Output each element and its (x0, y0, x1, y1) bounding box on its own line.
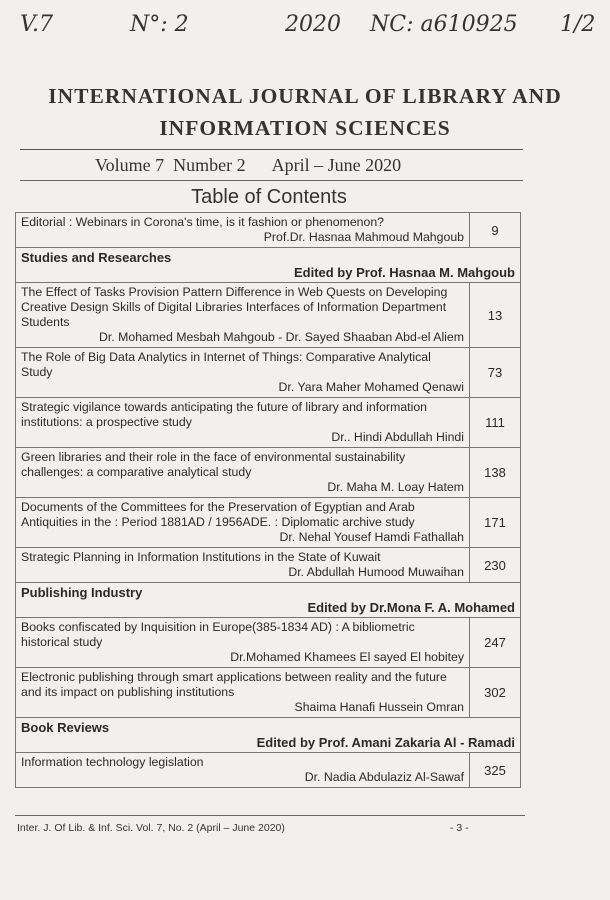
article-authors: Shaima Hanafi Hussein Omran (294, 700, 464, 714)
toc-row[interactable] (16, 753, 521, 788)
toc-page-number: 73 (470, 348, 521, 398)
toc-page-number: 111 (470, 398, 521, 448)
toc-row[interactable] (16, 548, 521, 583)
volume-issue-line: Volume 7 Number 2 April – June 2020 (95, 155, 402, 175)
toc-page-number: 325 (470, 753, 521, 788)
toc-page-number: 138 (470, 448, 521, 498)
article-authors: Dr. Nehal Yousef Hamdi Fathallah (279, 530, 464, 544)
handwritten-volume-note: V.7 (20, 12, 54, 37)
handwritten-copy-note: 1/2 (560, 12, 596, 37)
toc-entry-cell (16, 348, 470, 398)
toc-page-number: 13 (470, 283, 521, 348)
toc-page-number: 171 (470, 498, 521, 548)
article-authors: Dr. Mohamed Mesbah Mahgoub - Dr. Sayed Shaaban Abd-el Aliem (98, 330, 464, 344)
footer-divider (15, 815, 525, 816)
section-header-cell (16, 248, 521, 283)
article-title: Strategic vigilance towards anticipating the future of library and information institutions: a prospective study (21, 400, 428, 429)
toc-page-number: 302 (470, 668, 521, 718)
article-title: Electronic publishing through smart applications between reality and the future and its impact on publishing institutions (21, 670, 447, 699)
toc-entry-cell (16, 283, 470, 348)
toc-table (15, 212, 521, 788)
article-authors: Dr. Yara Maher Mohamed Qenawi (278, 380, 464, 394)
toc-entry-cell (16, 668, 470, 718)
toc-entry-cell (16, 448, 470, 498)
journal-title-line-2: INFORMATION SCIENCES (159, 116, 451, 140)
toc-entry-cell (16, 498, 470, 548)
section-header-publishing (16, 583, 521, 618)
toc-page-number: 230 (470, 548, 521, 583)
footer-page-number: - 3 - (450, 822, 469, 834)
toc-page-number: 247 (470, 618, 521, 668)
handwritten-year-note: 2020 (285, 12, 341, 37)
section-title: Studies and Researches (21, 250, 172, 265)
toc-entry-cell (16, 618, 470, 668)
section-header-cell (16, 718, 521, 753)
footer-citation: Inter. J. Of Lib. & Inf. Sci. Vol. 7, No. 2 (April – June 2020) (17, 822, 285, 834)
toc-row[interactable] (16, 283, 521, 348)
article-title: The Effect of Tasks Provision Pattern Difference in Web Quests on Developing Creative Design Skills of Digital Libraries Interfaces of Information Department Students (21, 285, 448, 329)
article-authors: Dr. Abdullah Humood Muwaihan (288, 565, 464, 579)
section-header-book-reviews (16, 718, 521, 753)
toc-row[interactable] (16, 498, 521, 548)
toc-page-number: 9 (470, 213, 521, 248)
toc-row[interactable] (16, 398, 521, 448)
editorial-author: Prof.Dr. Hasnaa Mahmoud Mahgoub (263, 230, 464, 244)
article-title: Green libraries and their role in the face of environmental sustainability challenges: a comparative analytical study (21, 450, 406, 479)
toc-row[interactable] (16, 618, 521, 668)
article-title: Strategic Planning in Information Institutions in the State of Kuwait (21, 550, 381, 564)
handwritten-catalog-note: NC: a610925 (370, 12, 518, 37)
toc-entry-cell (16, 548, 470, 583)
editorial-title: Editorial : Webinars in Corona's time, is it fashion or phenomenon? (21, 215, 385, 229)
article-authors: Dr.Mohamed Khamees El sayed El hobitey (230, 650, 464, 664)
section-editor: Edited by Prof. Amani Zakaria Al - Ramadi (256, 735, 515, 750)
article-title: The Role of Big Data Analytics in Internet of Things: Comparative Analytical Study (21, 350, 431, 379)
article-authors: Dr. Maha M. Loay Hatem (327, 480, 464, 494)
toc-entry-cell (16, 398, 470, 448)
article-title: Information technology legislation (21, 755, 204, 769)
section-editor: Edited by Dr.Mona F. A. Mohamed (307, 600, 515, 615)
article-title: Books confiscated by Inquisition in Europe(385-1834 AD) : A bibliometric historical study (21, 620, 415, 649)
section-title: Publishing Industry (21, 585, 143, 600)
toc-row[interactable] (16, 348, 521, 398)
toc-heading: Table of Contents (191, 186, 347, 208)
article-authors: Dr.. Hindi Abdullah Hindi (331, 430, 464, 444)
section-header-studies (16, 248, 521, 283)
toc-entry-cell (16, 213, 470, 248)
article-title: Documents of the Committees for the Preservation of Egyptian and Arab Antiquities in the : Period 1881AD / 1956ADE. : Diplomatic archive study (21, 500, 415, 529)
toc-row[interactable] (16, 448, 521, 498)
toc-row-editorial[interactable] (16, 213, 521, 248)
section-editor: Edited by Prof. Hasnaa M. Mahgoub (293, 265, 515, 280)
volume-divider (20, 180, 523, 181)
header-divider (20, 149, 523, 150)
section-title: Book Reviews (21, 720, 110, 735)
toc-entry-cell (16, 753, 470, 788)
handwritten-number-note: N°: 2 (130, 12, 189, 37)
article-authors: Dr. Nadia Abdulaziz Al-Sawaf (304, 770, 464, 784)
section-header-cell (16, 583, 521, 618)
toc-row[interactable] (16, 668, 521, 718)
journal-title-line-1: INTERNATIONAL JOURNAL OF LIBRARY AND (48, 84, 562, 108)
